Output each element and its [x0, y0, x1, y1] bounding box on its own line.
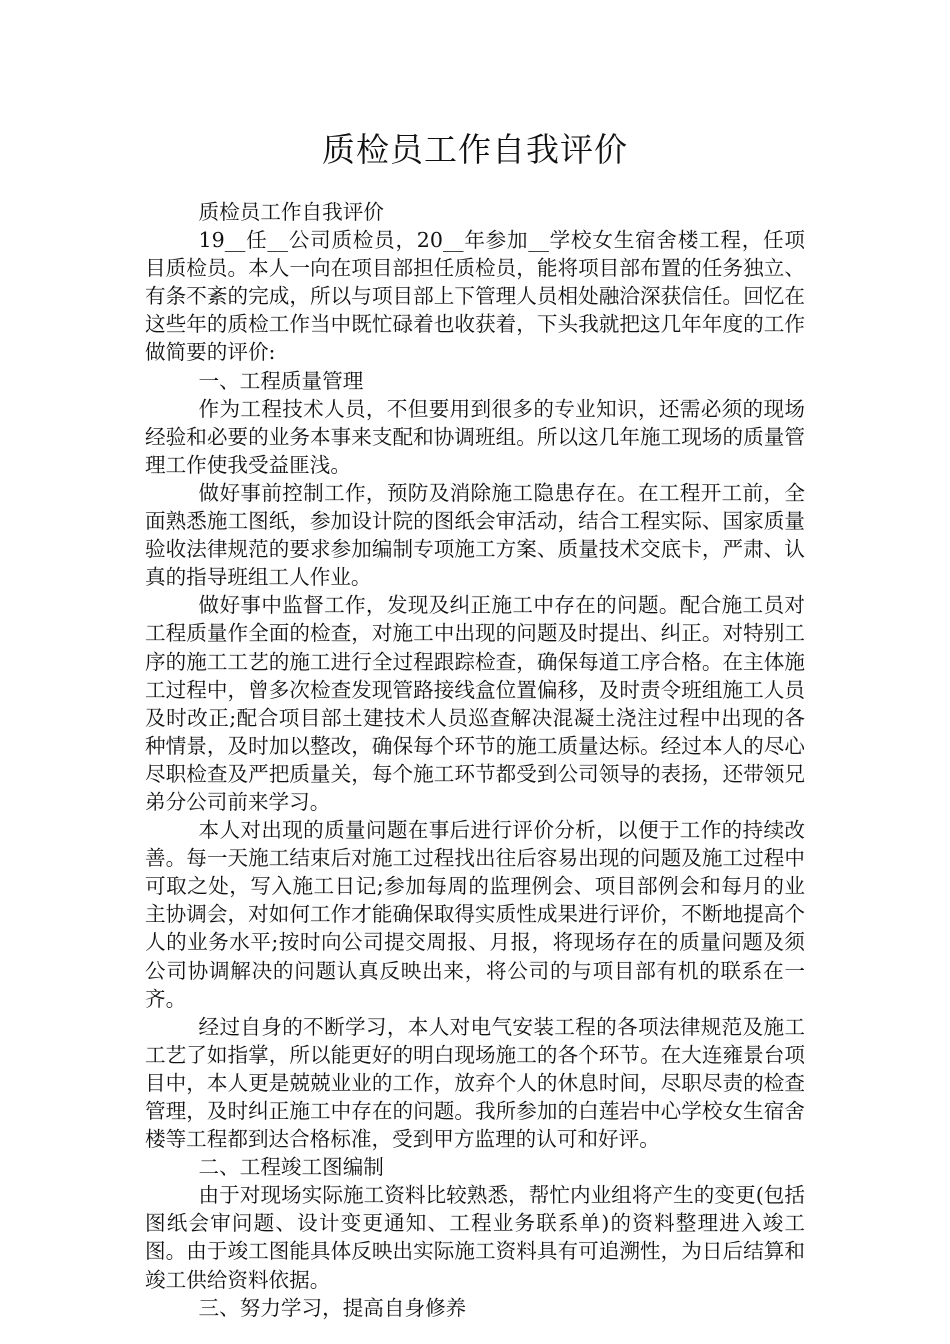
- section-heading-as-built-drawings: 二、工程竣工图编制: [198, 1155, 384, 1180]
- paragraph: 作为工程技术人员，不但要用到很多的专业知识，还需必须的现场经验和必要的业务本事来支配和协调班组。所以这几年施工现场的质量管理工作使我受益匪浅。: [145, 396, 805, 477]
- paragraph-intro: 19__任__公司质检员，20__年参加__学校女生宿舍楼工程，任项目质检员。本人一向在项目部担任质检员，能将项目部布置的任务独立、有条不紊的完成，所以与项目部上下管理人员相处融洽深获信任。回忆在这些年的质检工作当中既忙碌着也收获着，下头我就把这几年年度的工作做简要的评价:: [145, 228, 805, 365]
- document-title: 质检员工作自我评价: [322, 130, 628, 169]
- document-body: [145, 198, 805, 1322]
- paragraph-subtitle: 质检员工作自我评价: [198, 200, 384, 224]
- paragraph: 做好事中监督工作，发现及纠正施工中存在的问题。配合施工员对工程质量作全面的检查，对施工中出现的问题及时提出、纠正。对特别工序的施工工艺的施工进行全过程跟踪检查，确保每道工序合格。在主体施工过程中，曾多次检查发现管路接线盒位置偏移，及时责令班组施工人员及时改正;配合项目部土建技术人员巡查解决混凝土浇注过程中出现的各种情景，及时加以整改，确保每个环节的施工质量达标。经过本人的尽心尽职检查及严把质量关，每个施工环节都受到公司领导的表扬，还带领兄弟分公司前来学习。: [145, 593, 805, 814]
- paragraph: 由于对现场实际施工资料比较熟悉，帮忙内业组将产生的变更(包括图纸会审问题、设计变更通知、工程业务联系单)的资料整理进入竣工图。由于竣工图能具体反映出实际施工资料具有可追溯性，为日后结算和竣工供给资料依据。: [145, 1183, 805, 1292]
- paragraph: 本人对出现的质量问题在事后进行评价分析，以便于工作的持续改善。每一天施工结束后对施工过程找出往后容易出现的问题及施工过程中可取之处，写入施工日记;参加每周的监理例会、项目部例会和每月的业主协调会，对如何工作才能确保取得实质性成果进行评价，不断地提高个人的业务水平;按时向公司提交周报、月报，将现场存在的质量问题及须公司协调解决的问题认真反映出来，将公司的与项目部有机的联系在一齐。: [145, 818, 805, 1011]
- paragraph: 经过自身的不断学习，本人对电气安装工程的各项法律规范及施工工艺了如指掌，所以能更好的明白现场施工的各个环节。在大连雍景台项目中，本人更是兢兢业业的工作，放弃个人的休息时间，尽职尽责的检查管理，及时纠正施工中存在的问题。我所参加的白莲岩中心学校女生宿舍楼等工程都到达合格标准，受到甲方监理的认可和好评。: [145, 1014, 805, 1152]
- section-heading-quality-management: 一、工程质量管理: [198, 368, 364, 393]
- section-heading-self-improvement: 三、努力学习，提高自身修养: [198, 1295, 467, 1320]
- paragraph: 做好事前控制工作，预防及消除施工隐患存在。在工程开工前，全面熟悉施工图纸，参加设计院的图纸会审活动，结合工程实际、国家质量验收法律规范的要求参加编制专项施工方案、质量技术交底卡，严肃、认真的指导班组工人作业。: [145, 480, 805, 590]
